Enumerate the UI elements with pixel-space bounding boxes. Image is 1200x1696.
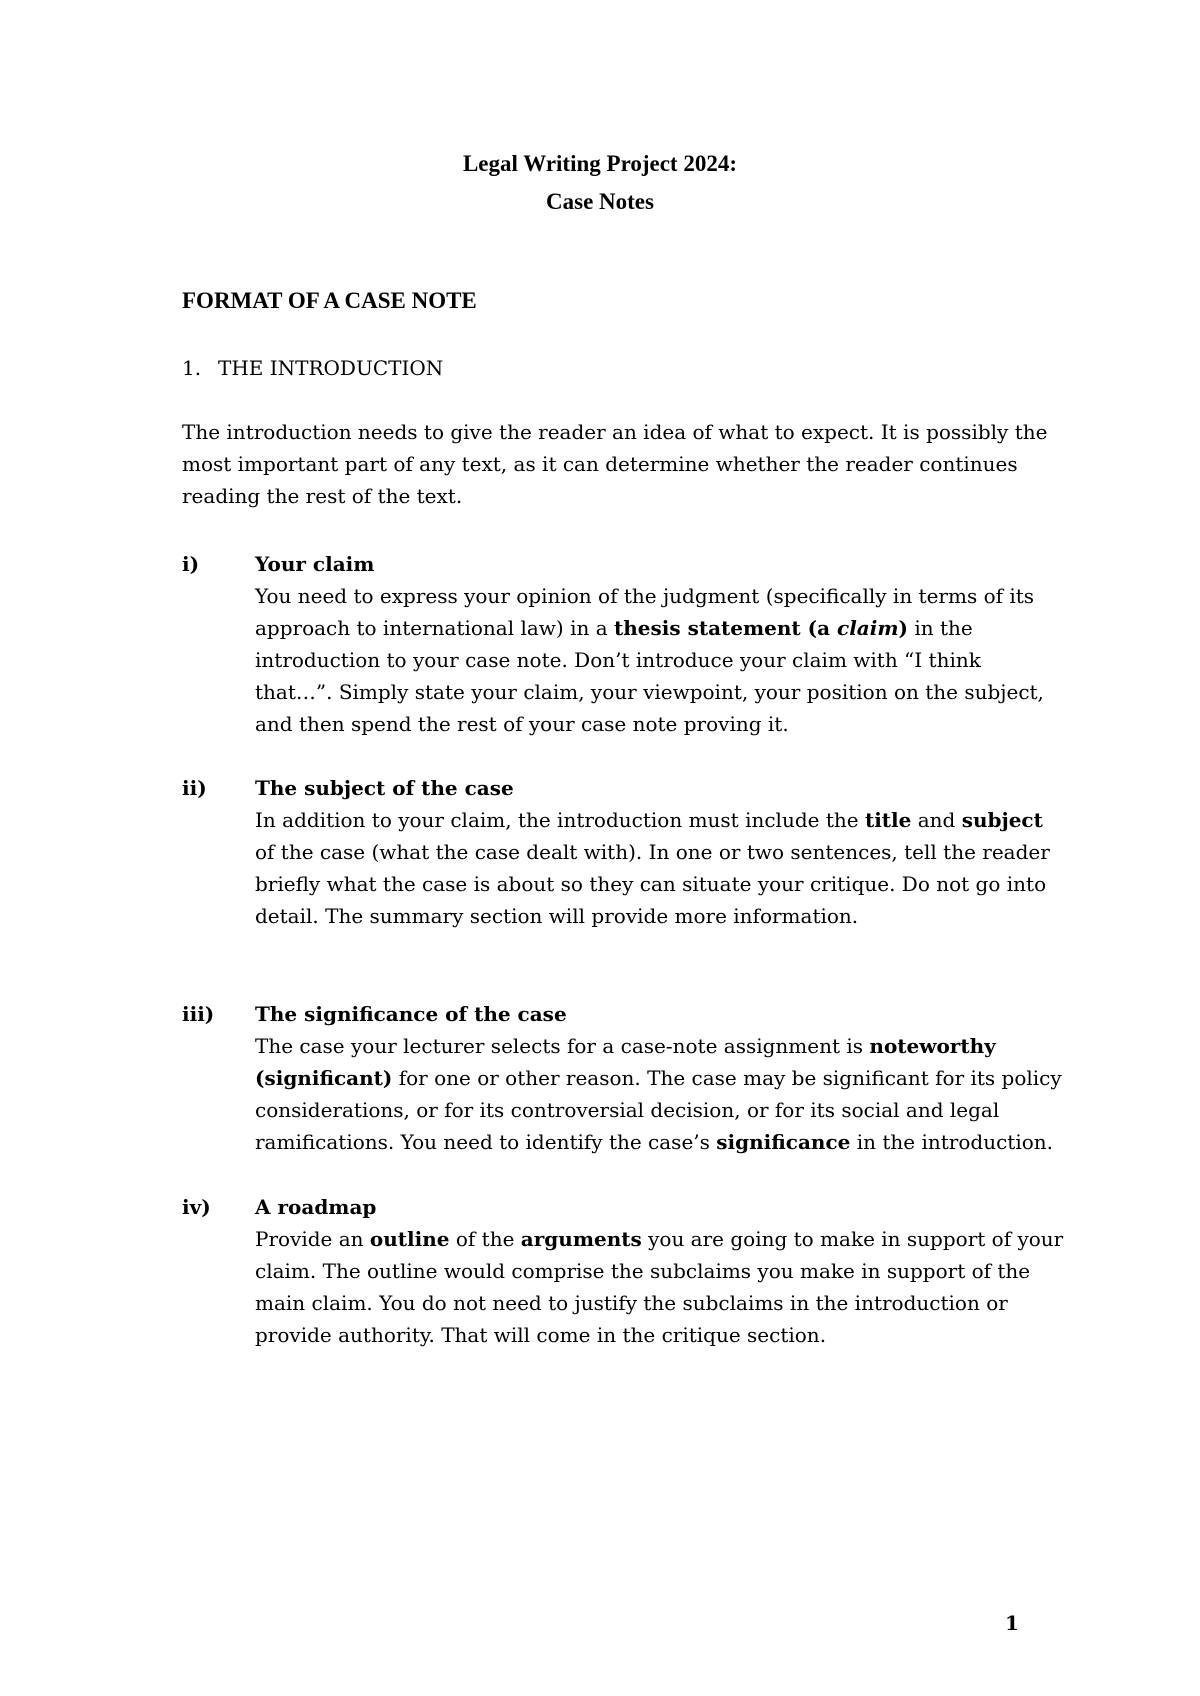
list-item-title: A roadmap <box>255 1195 377 1219</box>
list-item-title: Your claim <box>255 552 375 576</box>
bold-term: thesis statement (a <box>614 616 838 640</box>
text-run: In addition to your claim, the introduction must include the <box>255 808 865 832</box>
paragraph-line: that…”. Simply state your claim, your viewpoint, your position on the subject, <box>255 680 1044 704</box>
paragraph-line: most important part of any text, as it can determine whether the reader continues <box>182 452 1018 476</box>
list-item-title: The subject of the case <box>255 776 514 800</box>
list-item-content <box>255 1191 1064 1351</box>
main-heading: FORMAT OF A CASE NOTE <box>182 288 477 313</box>
paragraph-line <box>255 1062 1062 1094</box>
page-number: 1 <box>1005 1611 1019 1635</box>
paragraph-line <box>255 804 1043 836</box>
paragraph-line <box>255 1030 1035 1062</box>
text-run: The case your lecturer selects for a case-note assignment is <box>255 1034 870 1058</box>
list-marker: ii) <box>182 776 207 800</box>
paragraph-line: considerations, or for its controversial decision, or for its social and legal <box>255 1098 1000 1122</box>
list-marker: iv) <box>182 1195 211 1219</box>
text-run: and <box>911 808 962 832</box>
paragraph-line: claim. The outline would comprise the subclaims you make in support of the <box>255 1259 1031 1283</box>
bold-term: title <box>864 808 912 832</box>
text-run: Provide an <box>255 1227 370 1251</box>
paragraph-line: You need to express your opinion of the judgment (specifically in terms of its <box>255 584 1035 608</box>
list-marker: iii) <box>182 1002 215 1026</box>
paragraph-line: detail. The summary section will provide more information. <box>255 904 859 928</box>
list-item-content <box>255 548 1044 740</box>
bold-term: significance <box>716 1130 851 1154</box>
section-heading <box>182 355 443 381</box>
section-number: 1. <box>182 356 202 380</box>
bold-term: arguments <box>520 1227 642 1251</box>
list-marker: i) <box>182 552 200 576</box>
bold-term: (significant) <box>255 1066 393 1090</box>
list-item-title: The significance of the case <box>255 1002 567 1026</box>
text-run: you are going to make in support of your <box>641 1227 1064 1251</box>
document-title: Legal Writing Project 2024: <box>462 151 738 176</box>
paragraph-line: The introduction needs to give the reader an idea of what to expect. It is possibly the <box>182 420 1048 444</box>
bold-italic-term: claim <box>837 616 899 640</box>
text-run: approach to international law) in a <box>255 616 614 640</box>
paragraph-line: and then spend the rest of your case note proving it. <box>255 712 789 736</box>
paragraph-line <box>255 1223 1064 1255</box>
paragraph-line: of the case (what the case dealt with). In one or two sentences, tell the reader <box>255 840 1050 864</box>
text-run: of the <box>449 1227 521 1251</box>
bold-term: noteworthy <box>869 1034 996 1058</box>
text-run: for one or other reason. The case may be significant for its policy <box>392 1066 1062 1090</box>
paragraph-line: main claim. You do not need to justify the subclaims in the introduction or <box>255 1291 1008 1315</box>
list-item-content <box>255 998 1062 1158</box>
document-subtitle: Case Notes <box>546 189 654 214</box>
paragraph-line: provide authority. That will come in the critique section. <box>255 1323 827 1347</box>
paragraph-line: introduction to your case note. Don’t introduce your claim with “I think <box>255 648 981 672</box>
text-run: in the <box>908 616 973 640</box>
list-item-content <box>255 772 1050 932</box>
paragraph-line <box>255 1126 1053 1158</box>
text-run: in the introduction. <box>850 1130 1053 1154</box>
text-run: ramifications. You need to identify the case’s <box>255 1130 717 1154</box>
intro-paragraph <box>182 416 1048 512</box>
paragraph-line: reading the rest of the text. <box>182 484 463 508</box>
section-title: THE INTRODUCTION <box>218 356 444 380</box>
bold-term: subject <box>961 808 1043 832</box>
bold-term: ) <box>898 616 908 640</box>
paragraph-line: briefly what the case is about so they can situate your critique. Do not go into <box>255 872 1047 896</box>
paragraph-line <box>255 612 1035 644</box>
bold-term: outline <box>369 1227 450 1251</box>
